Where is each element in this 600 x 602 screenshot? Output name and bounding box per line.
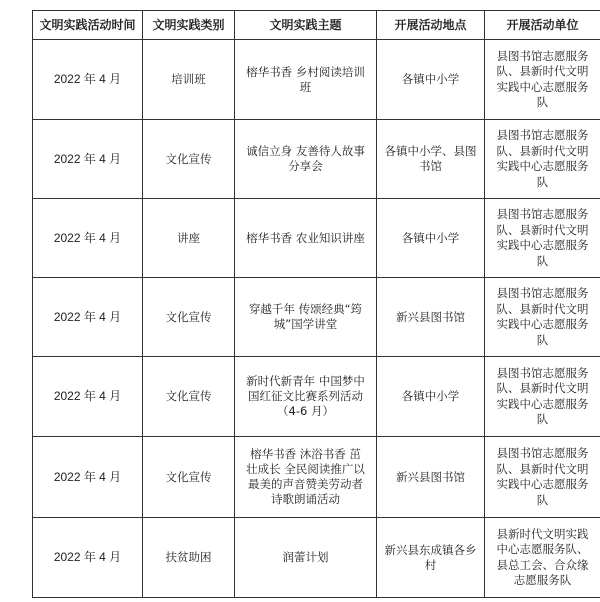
cell-location: 各镇中小学 <box>377 40 485 120</box>
cell-theme: 新时代新青年 中国梦中国红征文比赛系列活动（4-6 月） <box>235 357 377 437</box>
cell-unit: 县图书馆志愿服务队、县新时代文明实践中心志愿服务队 <box>485 120 600 199</box>
header-theme: 文明实践主题 <box>235 11 377 40</box>
table-row <box>33 518 600 598</box>
table-row <box>33 120 600 199</box>
cell-unit: 县图书馆志愿服务队、县新时代文明实践中心志愿服务队 <box>485 40 600 120</box>
cell-theme: 榕华书香 农业知识讲座 <box>235 199 377 278</box>
cell-location: 各镇中小学 <box>377 357 485 437</box>
table-row <box>33 199 600 278</box>
cell-location: 新兴县图书馆 <box>377 278 485 357</box>
cell-location: 各镇中小学 <box>377 199 485 278</box>
cell-unit: 县新时代文明实践中心志愿服务队、县总工会、合众缘志愿服务队 <box>485 518 600 598</box>
cell-theme: 润蕾计划 <box>235 518 377 598</box>
cell-category: 文化宣传 <box>143 278 235 357</box>
table-row <box>33 40 600 120</box>
cell-unit: 县图书馆志愿服务队、县新时代文明实践中心志愿服务队 <box>485 199 600 278</box>
cell-category: 扶贫助困 <box>143 518 235 598</box>
cell-location: 各镇中小学、县图书馆 <box>377 120 485 199</box>
cell-category: 培训班 <box>143 40 235 120</box>
cell-unit: 县图书馆志愿服务队、县新时代文明实践中心志愿服务队 <box>485 278 600 357</box>
activity-table <box>32 10 600 598</box>
header-date: 文明实践活动时间 <box>33 11 143 40</box>
table-row <box>33 278 600 357</box>
cell-theme: 榕华书香 乡村阅读培训班 <box>235 40 377 120</box>
cell-date: 2022 年 4 月 <box>33 357 143 437</box>
cell-category: 讲座 <box>143 199 235 278</box>
header-category: 文明实践类别 <box>143 11 235 40</box>
cell-date: 2022 年 4 月 <box>33 40 143 120</box>
cell-location: 新兴县图书馆 <box>377 437 485 518</box>
table-row <box>33 357 600 437</box>
cell-category: 文化宣传 <box>143 437 235 518</box>
cell-date: 2022 年 4 月 <box>33 278 143 357</box>
cell-unit: 县图书馆志愿服务队、县新时代文明实践中心志愿服务队 <box>485 437 600 518</box>
cell-theme: 诚信立身 友善待人故事分享会 <box>235 120 377 199</box>
header-row <box>33 11 600 40</box>
cell-date: 2022 年 4 月 <box>33 437 143 518</box>
cell-category: 文化宣传 <box>143 357 235 437</box>
cell-unit: 县图书馆志愿服务队、县新时代文明实践中心志愿服务队 <box>485 357 600 437</box>
cell-date: 2022 年 4 月 <box>33 518 143 598</box>
cell-location: 新兴县东成镇各乡村 <box>377 518 485 598</box>
cell-category: 文化宣传 <box>143 120 235 199</box>
cell-date: 2022 年 4 月 <box>33 120 143 199</box>
cell-date: 2022 年 4 月 <box>33 199 143 278</box>
cell-theme: 穿越千年 传颂经典“筠城”国学讲堂 <box>235 278 377 357</box>
table-row <box>33 437 600 518</box>
header-location: 开展活动地点 <box>377 11 485 40</box>
cell-theme: 榕华书香 沐浴书香 茁壮成长 全民阅读推广以最美的声音赞美劳动者诗歌朗诵活动 <box>235 437 377 518</box>
header-unit: 开展活动单位 <box>485 11 600 40</box>
